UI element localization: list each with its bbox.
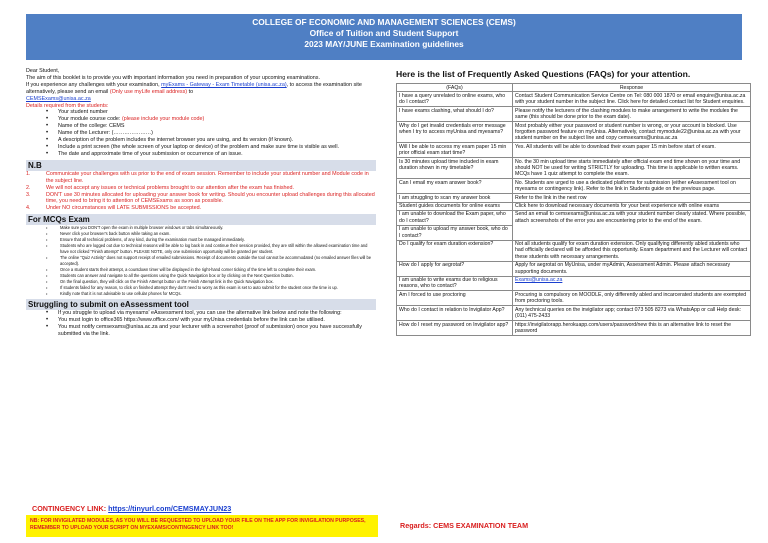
list-item: • You must notify cemsexams@unisa.ac.za and your lecturer with a screenshot (proof of submission) once you have successfully submitted via the link. [46, 324, 376, 338]
question-cell: I am unable to write exams due to religious reasons, who to contact? [397, 276, 513, 291]
list-item: • A description of the problem includes the internet browser you are using, and its version (if known). [46, 137, 376, 144]
exam-guidelines-title: 2023 MAY/JUNE Examination guidelines [304, 39, 464, 49]
office-title: Office of Tuition and Student Support [309, 28, 459, 38]
question-cell: I am unable to upload my answer book, who do I contact? [397, 225, 513, 240]
list-item: • If students failed for any reason, to click on finished attempt they don't need to worry as this exam is set to auto submit for the student once the time is up. [46, 285, 376, 291]
mcq-list [26, 225, 376, 297]
header-banner [26, 14, 742, 60]
table-row [397, 143, 751, 158]
list-item: 1. Communicate your challenges with us prior to the end of exam session. Remember to include your student number and Module code in the subject line. [26, 170, 369, 184]
nb-list [26, 171, 376, 212]
eassessment-list [26, 310, 376, 338]
column-header: Response [513, 84, 751, 92]
list-item: • Once a student starts their attempt, a countdown timer will be displayed in the right-hand corner ticking of the time left to complete their exam. [46, 267, 376, 273]
column-header: (FAQs) [397, 84, 513, 92]
question-cell: Am I forced to use proctoring [397, 291, 513, 306]
list-item: • Students can answer and navigate to all the questions using the Quick Navigation box or by clicking on the Next Question button. [46, 273, 376, 279]
list-item: • Never click your browser's back button while taking an exam. [46, 231, 376, 237]
table-row [397, 194, 751, 202]
answer-cell: Yes. All students will be able to download their exam paper 15 min before start of exam. [513, 143, 751, 158]
answer-cell: https://invigilatorapp.herokuapp.com/users/password/new this is an alternative link to reset the password [513, 321, 751, 336]
table-row [397, 179, 751, 194]
table-row [397, 276, 751, 291]
table-row [397, 202, 751, 210]
table-row [397, 122, 751, 143]
list-item: • Include a print screen (the whole screen of your laptop or device) of the problem and make sure time is visible as well. [46, 144, 376, 151]
mylife-note: (Only use myLife email address) [109, 88, 188, 95]
answer-cell: Apply for aegrotat on MyUnisa, under myAdmin, Assessment Admin. Please attach necessary supporting documents. [513, 261, 751, 276]
details-label: Details required from the students: [26, 102, 109, 109]
support-paragraph: If you experience any challenges with your examination, myExams - Gateway - Exam Timetable (unisa.ac.za), to access the examination site alternatively, please send an email (Only use myLife email address) to [26, 81, 362, 95]
answer-cell: Most probably either your password or student number is wrong, or your account is blocked. Use forgotten password feature on myUnisa. Alternatively, contact mymodule22@unisa.ac.za with your student number on the subject line and copy cemsexams@unisa.ac.za [513, 122, 751, 143]
question-cell: I am struggling to scan my answer book [397, 194, 513, 202]
mcq-heading: For MCQs Exam [26, 214, 376, 225]
college-title: COLLEGE OF ECONOMIC AND MANAGEMENT SCIENCES (CEMS) [252, 17, 516, 27]
table-row [397, 240, 751, 261]
question-cell: Do I qualify for exam duration extension? [397, 240, 513, 261]
answer-cell: Please notify the lecturers of the clashing modules to make arrangement to write the modules the same (this should be done prior to the exam date). [513, 107, 751, 122]
faq-table [396, 83, 751, 336]
question-cell: Will I be able to access my exam paper 15 min prior official exam start time? [397, 143, 513, 158]
intro-paragraph: The aim of this booklet is to provide you with important information you need in preparation of your upcoming examinations. [26, 74, 320, 81]
invigilated-notice: NB: FOR INVIGILATED MODULES, AS YOU WILL BE REQUESTED TO UPLOAD YOUR FILE ON THE APP FOR INVIGILATION PURPOSES, REMEMBER TO UPLOAD YOUR SCRIPT ON MYEXAMS/CONTINGENCY LINK TOO! [26, 515, 378, 537]
table-row [397, 210, 751, 225]
list-item: • Students who are logged out due to technical reasons will be able to log back in and continue their session provided, they are still within the allowed examination time and have not clicked "Finish attempt" button. PLEASE NOTE, only one submission opportunity will be granted per student. [46, 243, 376, 255]
answer-cell: Contact Student Communication Service Centre on Tel: 080 000 1870 or email enquire@unisa.ac.za with your student number in the subject line. Click here for detailed contact list for Student enquiries. [513, 92, 751, 107]
details-list [26, 109, 376, 157]
question-cell: Student guides documents for online exams [397, 202, 513, 210]
list-item: • On the final question, they will click on the Finish Attempt button or the Finish Attempt link in the Quick Navigation box. [46, 279, 376, 285]
table-row [397, 291, 751, 306]
list-item: • Name of the college: CEMS [46, 123, 376, 130]
answer-cell [513, 276, 751, 291]
regards-signoff: Regards: CEMS EXAMINATION TEAM [400, 521, 529, 530]
question-cell: How do I apply for aegrotat? [397, 261, 513, 276]
left-column [26, 68, 376, 338]
eassessment-heading: Struggling to submit on eAssessment tool [26, 299, 376, 310]
nb-heading: N.B [26, 160, 376, 171]
table-row [397, 107, 751, 122]
table-row [397, 306, 751, 321]
answer-cell: Procuring is compulsory on MOODLE, only differently abled and incarcerated students are exempted from proctoring tools. [513, 291, 751, 306]
list-item: 4. Under NO circumstances will LATE SUBMISSIONS be accepted. [26, 205, 202, 212]
list-item: • Name of the Lecturer: (…………………) [46, 130, 376, 137]
answer-cell: Any technical queries on the invigilator app; contact 073 505 8273 via WhatsApp or call Help desk: (011) 475-2433 [513, 306, 751, 321]
table-row [397, 158, 751, 179]
question-cell: I am unable to download the Exam paper, who do I contact? [397, 210, 513, 225]
answer-cell: Not all students qualify for exam duration extension. Only qualifying differently abled students who had officially declared will be afforded this opportunity. Exam department and the Lecturer will contact these students with necessary arrangements. [513, 240, 751, 261]
list-item: • The date and approximate time of your submission or occurrence of an issue. [46, 151, 376, 158]
list-item: • The online "Quiz Activity" does not support receipt of emailed submissions. Receipt of documents outside the tool cannot be accommodated (no emailed answer files will be accepted). [46, 255, 376, 267]
list-item: • Make sure you DON'T open the exam in multiple browser windows or tabs simultaneously. [46, 225, 376, 231]
contingency-label: CONTINGENCY LINK: [32, 504, 109, 513]
answer-cell: Click here to download necessary documents for your best experience with online exams [513, 202, 751, 210]
question-cell: Why do I get invalid credentials error message when I try to access myUnisa and myexams? [397, 122, 513, 143]
contingency-link[interactable]: https://tinyurl.com/CEMSMAYJUN23 [108, 504, 232, 513]
list-item: • Ensure that all technical problems, of any kind, during the examination must be managed immediately. [46, 237, 376, 243]
question-cell: I have a query unrelated to online exams, who do I contact? [397, 92, 513, 107]
table-row [397, 92, 751, 107]
question-cell: Is 30 minutes upload time included in exam duration shown in my timetable? [397, 158, 513, 179]
question-cell: How do I reset my password on Invigilator app? [397, 321, 513, 336]
answer-cell: Send an email to cemsexams@unisa.ac.za with your student number clearly stated. Where possible, attach screenshots of the error you are encountering prior to the end of the exam. [513, 210, 751, 240]
table-row [397, 261, 751, 276]
cems-email-link[interactable]: CEMSExams@unisa.ac.za [26, 95, 91, 102]
contingency-line [32, 504, 231, 513]
list-item: 2. We will not accept any issues or technical problems brought to our attention after the exam has finished. [26, 184, 295, 191]
table-header-row [397, 84, 751, 92]
question-cell: Who do I contact in relation to Invigilator App? [397, 306, 513, 321]
list-item: 3. DON'T use 30 minutes allocated for uploading your answer book for writing. Should you encounter upload challenges during this allocated time, you need to bring it to attention of CEMSExams as soon as possible. [26, 191, 375, 205]
table-row [397, 321, 751, 336]
list-item: • Kindly note that it is not advisable to use cellular phones for MCQs. [46, 291, 376, 297]
list-item: • If you struggle to upload via myexams' eAssessment tool, you can use the alternative link below and note the following: [46, 310, 376, 317]
list-item: • Your student number [46, 109, 376, 116]
question-cell: I have exams clashing, what should I do? [397, 107, 513, 122]
answer-cell: No. the 30 min upload time starts immediately after official exam end time shown on your time and should NOT be used for writing STRICTLY for uploading. This time is applicable to written exams. MCQs have 1 quiz attempt to complete the exam. [513, 158, 751, 179]
list-item: • You must login to office365 https://www.office.com/ with your myUnisa credentials before the link can be utilised. [46, 317, 376, 324]
answer-cell: Refer to the link in the next row [513, 194, 751, 202]
myexams-link[interactable]: myExams - Gateway - Exam Timetable (unisa.ac.za) [161, 81, 287, 88]
answer-cell: No. Students are urged to use a dedicated platforms for submission (either eAssessment tool on myexams or contingency link). Refer to the link in Students guide on the previous page. [513, 179, 751, 194]
question-cell: Can I email my exam answer book? [397, 179, 513, 194]
faq-title: Here is the list of Frequently Asked Questions (FAQs) for your attention. [396, 69, 691, 79]
exams-email-link[interactable]: Exams@unisa.ac.za [515, 277, 563, 284]
list-item: • Your module course code: (please include your module code) [46, 116, 376, 123]
greeting: Dear Student, [26, 68, 60, 74]
